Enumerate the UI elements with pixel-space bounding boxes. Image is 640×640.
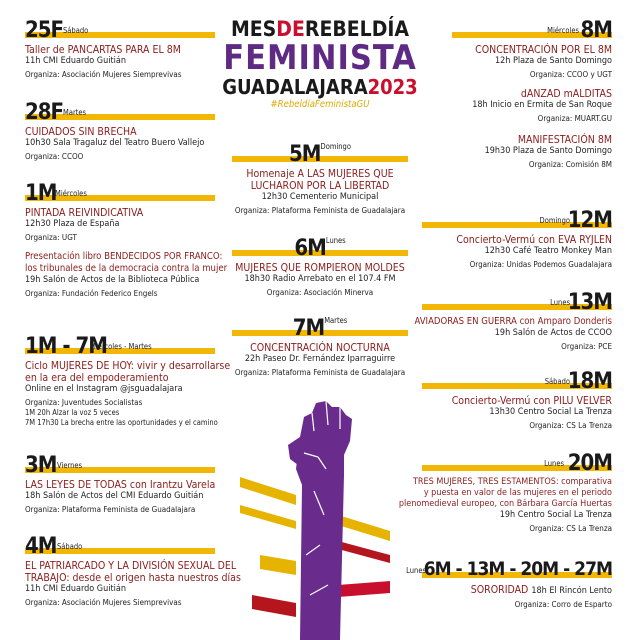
event-date-wrap xyxy=(232,236,408,261)
event-place: 10h30 Sala Tragaluz del Teatro Buero Vallejo xyxy=(25,138,205,148)
event-lunes-sororidad xyxy=(400,558,612,610)
event-day: Miércoles xyxy=(547,26,579,35)
event-day: Sábado xyxy=(57,542,83,551)
event-place-2: 18h Inicio en Ermita de San Roque xyxy=(472,100,612,110)
event-date: 4M xyxy=(25,534,57,559)
event-day: Lunes xyxy=(406,566,426,575)
header-line1 xyxy=(215,18,425,40)
event-date: 7M xyxy=(292,316,325,341)
event-date-wrap xyxy=(232,142,408,167)
event-place: Online en el Instagram @jsguadalajara xyxy=(25,384,183,394)
event-place: 12h30 Cementerio Municipal xyxy=(261,192,379,202)
event-place: 22h Paseo Dr. Fernández Iparraguirre xyxy=(244,354,396,364)
event-title: CUIDADOS SIN BRECHA xyxy=(25,126,137,138)
event-organizer: Organiza: Plataforma Feminista de Guadalajara xyxy=(234,368,406,377)
event-organizer: Organiza: PCE xyxy=(561,342,612,351)
event-organizer: Organiza: CCOO xyxy=(25,152,84,161)
header-rebeldia: REBELDÍA xyxy=(304,17,410,41)
event-day: Miércoles - Martes xyxy=(90,342,152,351)
event-date: 3M xyxy=(25,453,57,478)
event-organizer: Organiza: Corro de Esparto xyxy=(514,600,612,609)
event-5m xyxy=(232,142,408,216)
event-title: SORORIDAD xyxy=(470,584,529,596)
event-date: 25F xyxy=(25,18,64,43)
event-8m xyxy=(400,18,612,170)
header-line3 xyxy=(215,76,425,98)
event-organizer-2: Organiza: MUART.GU xyxy=(537,114,612,123)
event-organizer: Organiza: CS La Trenza xyxy=(529,421,612,430)
event-1m xyxy=(25,181,235,299)
event-day: Lunes xyxy=(544,459,564,468)
event-place: 18h30 Radio Arrebato en el 107.4 FM xyxy=(244,274,396,284)
event-4m xyxy=(25,534,245,608)
event-day: Lunes xyxy=(325,236,346,245)
event-20m xyxy=(388,451,612,534)
event-place-3: 19h30 Plaza de Santo Domingo xyxy=(484,146,612,156)
event-date: 8M xyxy=(580,18,612,43)
event-organizer: Organiza: CCOO y UGT xyxy=(529,70,612,79)
event-title-b: LUCHARON POR LA LIBERTAD xyxy=(250,180,390,192)
event-title-3: MANIFESTACIÓN 8M xyxy=(517,134,612,146)
event-date: 6M xyxy=(294,236,326,261)
poster-header xyxy=(215,18,425,112)
event-title: CONCENTRACIÓN POR EL 8M xyxy=(475,44,612,56)
event-date: 5M xyxy=(289,142,321,167)
event-title-a: Homenaje A LAS MUJERES QUE xyxy=(246,168,394,180)
event-day: Domingo xyxy=(539,216,570,225)
event-organizer: Organiza: Plataforma Feminista de Guadalajara xyxy=(234,206,406,215)
event-place: 12h30 Plaza de España xyxy=(25,219,120,229)
event-18m xyxy=(400,369,612,431)
event-organizer: Organiza: Plataforma Feminista de Guadalajara xyxy=(25,505,196,514)
event-title: AVIADORAS EN GUERRA con Amparo Donderis xyxy=(414,316,612,327)
event-title: Concierto-Vermú con PILU VELVER xyxy=(451,395,612,407)
event-title: CONCENTRACIÓN NOCTURNA xyxy=(250,342,390,354)
event-place: 19h Salón de Actos de CCOO xyxy=(494,328,612,338)
event-organizer: Organiza: Juventudes Socialistas xyxy=(25,398,143,407)
event-day: Sábado xyxy=(63,26,89,35)
event-7m xyxy=(232,316,408,378)
event-day: Lunes xyxy=(550,298,570,307)
event-title-line xyxy=(400,584,612,597)
event-note-1: 1M 20h Alzar la voz 5 veces xyxy=(25,408,120,417)
event-organizer: Organiza: UGT xyxy=(25,233,77,242)
event-organizer-3: Organiza: Comisión 8M xyxy=(528,160,612,169)
event-place: 11h CMI Eduardo Guitián xyxy=(25,584,126,594)
event-note-2: 7M 17h30 La brecha entre las oportunidades y el camino xyxy=(25,418,218,427)
event-date-wrap xyxy=(232,316,408,341)
event-13m xyxy=(400,290,612,352)
event-title: Taller de PANCARTAS PARA EL 8M xyxy=(25,44,181,56)
event-title-a: Ciclo MUJERES DE HOY: vivir y desarrollarse xyxy=(25,360,231,372)
event-date: 1M xyxy=(25,181,57,206)
header-mes: MES xyxy=(230,17,277,41)
event-title: MUJERES QUE ROMPIERON MOLDES xyxy=(235,262,405,274)
event-place: 18h El Rincón Lento xyxy=(531,586,612,596)
event-date: 6M - 13M - 20M - 27M xyxy=(423,558,612,580)
event-date: 12M xyxy=(567,208,612,233)
event-place: 18h Salón de Actos del CMI Eduardo Guitián xyxy=(25,491,204,501)
event-date: 1M - 7M xyxy=(25,334,107,359)
event-title-a: EL PATRIARCADO Y LA DIVISIÓN SEXUAL DEL xyxy=(25,560,237,572)
raised-fist-icon xyxy=(240,395,390,640)
event-date: 28F xyxy=(25,100,64,125)
event-day: Martes xyxy=(63,108,87,117)
event-day: Sábado xyxy=(544,377,570,386)
event-place: 13h30 Centro Social La Trenza xyxy=(489,407,612,417)
event-day: Miércoles xyxy=(55,189,87,198)
event-day: Martes xyxy=(324,316,348,325)
event-day: Viernes xyxy=(57,461,83,470)
event-date: 18M xyxy=(567,369,612,394)
event-place: 12h30 Café Teatro Monkey Man xyxy=(484,246,612,256)
event-title-2b: los tribunales de la democracia contra la mujer xyxy=(25,263,228,274)
event-title-b: en la era del empoderamiento xyxy=(25,372,169,384)
event-date: 13M xyxy=(567,290,612,315)
event-date: 20M xyxy=(567,451,612,476)
event-place-2: 19h Salón de Actos de la Biblioteca Pública xyxy=(25,275,200,285)
event-1m-7m xyxy=(25,334,245,428)
event-title-2a: Presentación libro BENDECIDOS POR FRANCO: xyxy=(25,251,223,262)
event-title: LAS LEYES DE TODAS con Irantzu Varela xyxy=(25,479,216,491)
header-hashtag: #RebeldíaFeministaGU xyxy=(270,99,370,110)
event-organizer-2: Organiza: Fundación Federico Engels xyxy=(25,289,158,298)
event-3m xyxy=(25,453,235,515)
event-25f xyxy=(25,18,225,80)
event-title-b: y puesta en valor de las mujeres en el periodo xyxy=(423,488,612,498)
event-place: 11h CMI Eduardo Guitián xyxy=(25,56,126,66)
event-organizer: Organiza: Asociación Mujeres Siemprevivas xyxy=(25,598,182,607)
event-organizer: Organiza: Unidas Podemos Guadalajara xyxy=(469,260,612,269)
event-6m xyxy=(232,236,408,298)
header-feminista: FEMINISTA xyxy=(223,38,417,78)
header-de: DE xyxy=(276,17,305,41)
event-place: 12h Plaza de Santo Domingo xyxy=(494,56,612,66)
header-city: GUADALAJARA xyxy=(222,75,368,99)
event-organizer: Organiza: CS La Trenza xyxy=(529,524,612,533)
event-organizer: Organiza: Asociación Minerva xyxy=(266,288,374,297)
event-organizer: Organiza: Asociación Mujeres Siemprevivas xyxy=(25,70,182,79)
header-year: 2023 xyxy=(367,75,418,99)
event-place: 19h Centro Social La Trenza xyxy=(499,510,612,520)
event-12m xyxy=(400,208,612,270)
event-title-c: plenomedieval europeo, con Bárbara García Huertas xyxy=(398,499,612,509)
event-title-b: TRABAJO: desde el origen hasta nuestros días xyxy=(25,572,241,584)
event-title-a: TRES MUJERES, TRES ESTAMENTOS: comparativa xyxy=(412,477,612,487)
event-title: PINTADA REIVINDICATIVA xyxy=(25,207,144,219)
event-day: Domingo xyxy=(320,142,351,151)
event-title-2: dANZAD mALDITAS xyxy=(520,88,612,100)
event-28f xyxy=(25,100,235,162)
event-title: Concierto-Vermú con EVA RYJLEN xyxy=(456,234,612,246)
